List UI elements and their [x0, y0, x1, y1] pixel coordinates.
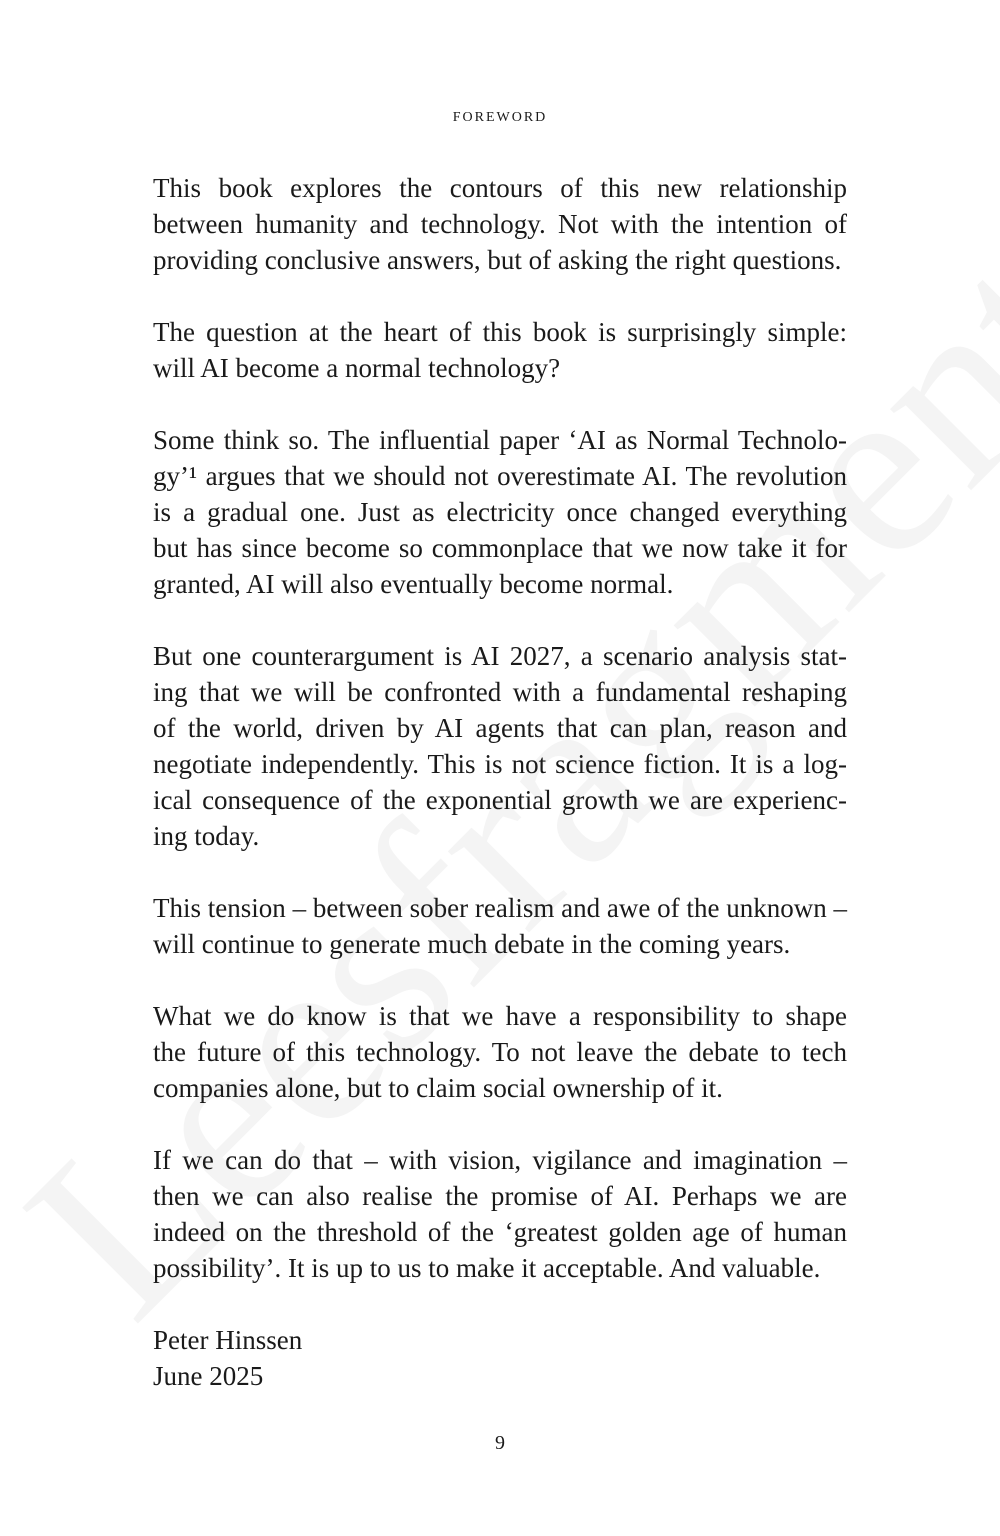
text-line: the future of this technology. To not leave the debate to tech	[153, 1037, 847, 1067]
text-line: This tension – between sober realism and awe of the unknown –	[153, 893, 847, 923]
text-line: ing that we will be confronted with a fundamental reshaping	[153, 677, 847, 707]
signature-date: June 2025	[153, 1361, 264, 1391]
text-line: is a gradual one. Just as electricity once changed everything	[153, 497, 847, 527]
text-line: providing conclusive answers, but of asking the right questions.	[153, 245, 842, 275]
text-line: indeed on the threshold of the ‘greatest golden age of human	[153, 1217, 847, 1247]
body-text	[153, 170, 847, 1394]
text-line: If we can do that – with vision, vigilance and imagination –	[153, 1145, 847, 1175]
text-line: ical consequence of the exponential growth we are experienc-	[153, 785, 847, 815]
text-line: But one counterargument is AI 2027, a scenario analysis stat-	[153, 641, 847, 671]
text-line: of the world, driven by AI agents that can plan, reason and	[153, 713, 847, 743]
author-name: Peter Hinssen	[153, 1325, 303, 1355]
paragraph	[153, 638, 847, 854]
page-number: 9	[495, 1432, 505, 1454]
signature	[153, 1322, 847, 1394]
text-line: negotiate independently. This is not science fiction. It is a log-	[153, 749, 847, 779]
text-line: gy’¹ argues that we should not overestimate AI. The revolution	[153, 461, 847, 491]
paragraph	[153, 422, 847, 602]
paragraph	[153, 1142, 847, 1286]
text-line: between humanity and technology. Not with the intention of	[153, 209, 847, 239]
paragraph	[153, 890, 847, 962]
paragraph	[153, 998, 847, 1106]
paragraph	[153, 170, 847, 278]
text-line: This book explores the contours of this new relationship	[153, 173, 847, 203]
paragraph	[153, 314, 847, 386]
text-line: companies alone, but to claim social ownership of it.	[153, 1073, 723, 1103]
running-head: FOREWORD	[452, 110, 548, 125]
text-line: The question at the heart of this book is surprisingly simple:	[153, 317, 847, 347]
text-line: Some think so. The influential paper ‘AI as Normal Technolo-	[153, 425, 847, 455]
text-line: possibility’. It is up to us to make it acceptable. And valuable.	[153, 1253, 821, 1283]
text-line: What we do know is that we have a responsibility to shape	[153, 1001, 847, 1031]
text-line: will AI become a normal technology?	[153, 353, 561, 383]
text-line: but has since become so commonplace that we now take it for	[153, 533, 847, 563]
text-line: granted, AI will also eventually become normal.	[153, 569, 674, 599]
text-line: will continue to generate much debate in the coming years.	[153, 929, 791, 959]
text-line: ing today.	[153, 821, 260, 851]
text-line: then we can also realise the promise of AI. Perhaps we are	[153, 1181, 847, 1211]
